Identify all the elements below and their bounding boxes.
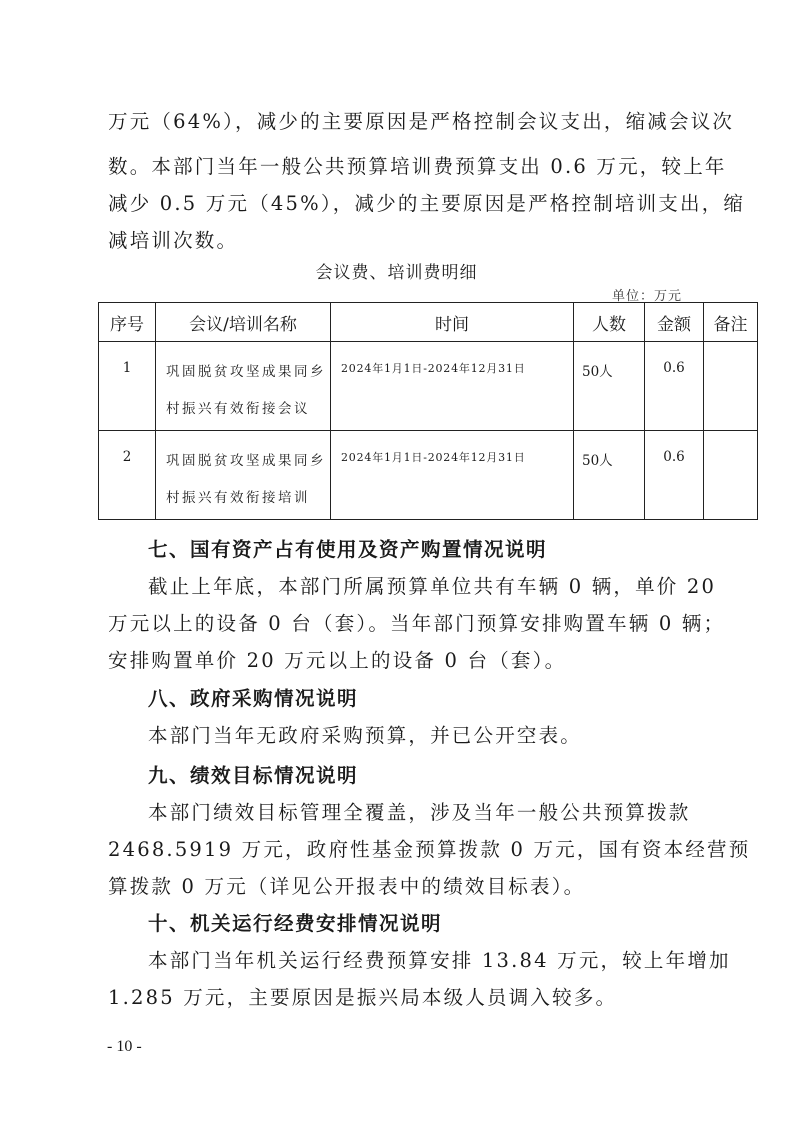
header-note: 备注 [704, 303, 758, 342]
text-line: 万元（64%），减少的主要原因是严格控制会议支出，缩减会议次 [108, 110, 735, 133]
cell-name-line: 村振兴有效衔接会议 [166, 401, 310, 417]
section-heading: 九、绩效目标情况说明 [148, 764, 359, 787]
cell-count: 50人 [574, 431, 645, 520]
table-title: 会议费、培训费明细 [315, 263, 478, 283]
cell-note [704, 431, 758, 520]
section-heading: 七、国有资产占有使用及资产购置情况说明 [148, 538, 548, 561]
text-line: 本部门当年机关运行经费预算安排 13.84 万元，较上年增加 [148, 949, 731, 972]
meeting-training-table [98, 302, 758, 520]
cell-name [156, 431, 331, 520]
cell-count: 50人 [574, 342, 645, 431]
cell-name-line: 村振兴有效衔接培训 [166, 490, 310, 506]
cell-name [156, 342, 331, 431]
table-unit: 单位：万元 [612, 289, 683, 304]
header-amount: 金额 [645, 303, 704, 342]
header-time: 时间 [331, 303, 574, 342]
text-line: 本部门绩效目标管理全覆盖，涉及当年一般公共预算拨款 [148, 801, 691, 824]
text-line: 1.285 万元，主要原因是振兴局本级人员调入较多。 [108, 986, 618, 1009]
section-heading: 八、政府采购情况说明 [148, 687, 359, 710]
page-number: - 10 - [107, 1038, 142, 1055]
table-row [99, 342, 758, 431]
text-line: 安排购置单价 20 万元以上的设备 0 台（套）。 [108, 649, 567, 672]
section-heading: 十、机关运行经费安排情况说明 [148, 912, 443, 935]
header-name: 会议/培训名称 [156, 303, 331, 342]
cell-time: 2024年1月1日-2024年12月31日 [331, 431, 574, 520]
text-line: 算拨款 0 万元（详见公开报表中的绩效目标表）。 [108, 875, 586, 898]
text-line: 万元以上的设备 0 台（套）。当年部门预算安排购置车辆 0 辆； [108, 612, 726, 635]
cell-amount: 0.6 [645, 431, 704, 520]
cell-name-line: 巩固脱贫攻坚成果同乡 [166, 453, 326, 469]
table-header-row [99, 303, 758, 342]
cell-no: 2 [99, 431, 156, 520]
header-count: 人数 [574, 303, 645, 342]
cell-note [704, 342, 758, 431]
cell-amount: 0.6 [645, 342, 704, 431]
text-line: 本部门当年无政府采购预算，并已公开空表。 [148, 724, 583, 747]
text-line: 减培训次数。 [108, 229, 239, 252]
cell-time: 2024年1月1日-2024年12月31日 [331, 342, 574, 431]
cell-no: 1 [99, 342, 156, 431]
cell-name-line: 巩固脱贫攻坚成果同乡 [166, 364, 326, 380]
text-line: 减少 0.5 万元（45%），减少的主要原因是严格控制培训支出，缩 [108, 192, 746, 215]
text-line: 数。本部门当年一般公共预算培训费预算支出 0.6 万元，较上年 [108, 155, 727, 178]
table-row [99, 431, 758, 520]
header-no: 序号 [99, 303, 156, 342]
text-line: 截止上年底，本部门所属预算单位共有车辆 0 辆，单价 20 [148, 575, 717, 598]
text-line: 2468.5919 万元，政府性基金预算拨款 0 万元，国有资本经营预 [108, 838, 751, 861]
